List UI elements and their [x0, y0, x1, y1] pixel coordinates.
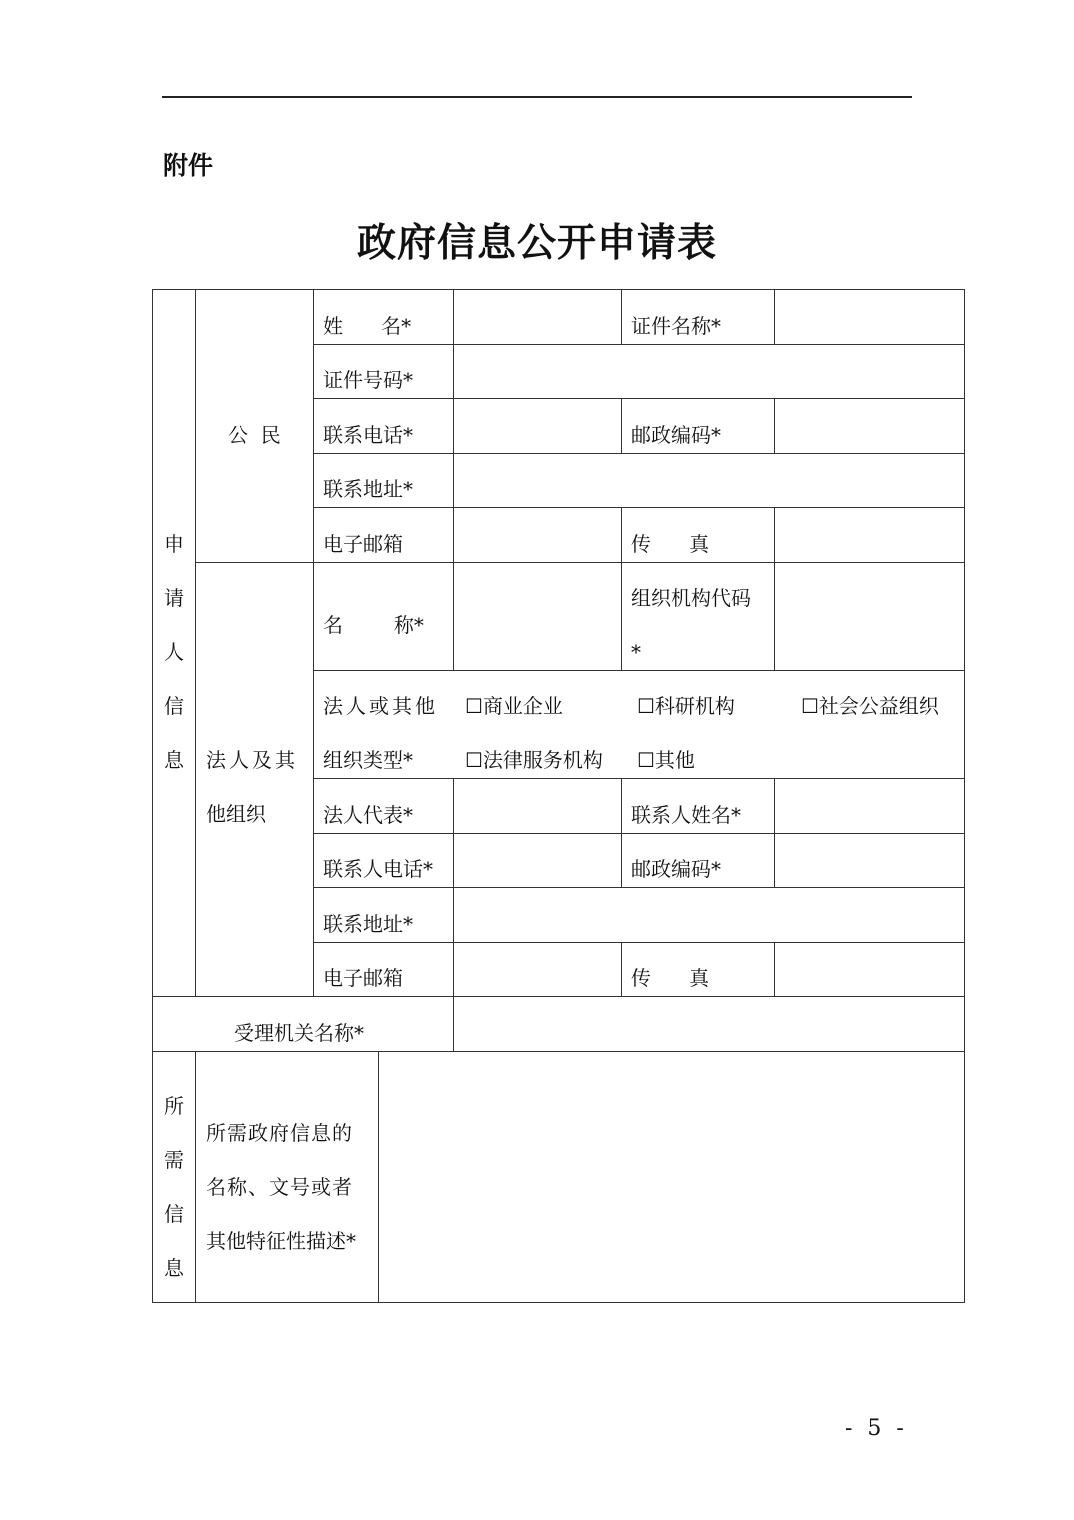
fax-field[interactable]	[775, 508, 964, 562]
org-postal-code-field[interactable]	[775, 834, 964, 887]
phone-field[interactable]	[454, 399, 621, 453]
id-type-field[interactable]	[775, 290, 964, 344]
org-type-nonprofit-checkbox[interactable]: ☐社会公益组织	[801, 694, 939, 718]
org-type-label: 法人或其他 组织类型*	[323, 694, 438, 772]
email-field[interactable]	[454, 508, 621, 562]
required-info-label: 所 需 信 息	[164, 1094, 184, 1280]
org-email-field[interactable]	[454, 943, 621, 996]
org-section-label: 法人及其 他组织	[206, 748, 298, 826]
org-email-label: 电子邮箱	[323, 966, 403, 990]
name-label: 姓 名*	[323, 314, 412, 338]
agency-name-field[interactable]	[454, 997, 964, 1051]
agency-name-label: 受理机关名称*	[234, 1021, 364, 1045]
fax-label: 传 真	[631, 532, 710, 556]
contact-name-label: 联系人姓名*	[631, 803, 741, 827]
postal-code-field[interactable]	[775, 399, 964, 453]
org-postal-code-label: 邮政编码*	[631, 857, 721, 881]
org-type-commercial-checkbox[interactable]: ☐商业企业	[465, 694, 563, 718]
contact-phone-field[interactable]	[454, 834, 621, 887]
applicant-info-label: 申 请 人 信 息	[164, 532, 184, 772]
id-number-label: 证件号码*	[323, 368, 413, 392]
name-field[interactable]	[454, 290, 621, 344]
org-type-research-checkbox[interactable]: ☐科研机构	[637, 694, 735, 718]
contact-phone-label: 联系人电话*	[323, 857, 433, 881]
form-title: 政府信息公开申请表	[356, 220, 717, 266]
id-number-field[interactable]	[454, 345, 964, 398]
contact-name-field[interactable]	[775, 779, 964, 833]
required-info-field[interactable]	[379, 1052, 964, 1302]
org-code-field[interactable]	[775, 563, 964, 670]
org-type-other-checkbox[interactable]: ☐其他	[637, 748, 695, 772]
org-name-field[interactable]	[454, 563, 621, 670]
legal-rep-label: 法人代表*	[323, 803, 413, 827]
id-type-label: 证件名称*	[631, 314, 721, 338]
org-name-label: 名 称*	[323, 613, 424, 637]
org-fax-field[interactable]	[775, 943, 964, 996]
org-fax-label: 传 真	[631, 966, 710, 990]
org-code-label: 组织机构代码 *	[631, 586, 751, 664]
postal-code-label: 邮政编码*	[631, 423, 721, 447]
attachment-label: 附件	[163, 151, 214, 180]
phone-label: 联系电话*	[323, 423, 413, 447]
address-field[interactable]	[454, 454, 964, 507]
legal-rep-field[interactable]	[454, 779, 621, 833]
email-label: 电子邮箱	[323, 532, 403, 556]
page-number: - 5 -	[845, 1416, 908, 1441]
org-address-field[interactable]	[454, 888, 964, 942]
org-address-label: 联系地址*	[323, 912, 413, 936]
org-type-legal-service-checkbox[interactable]: ☐法律服务机构	[465, 748, 603, 772]
address-label: 联系地址*	[323, 477, 413, 501]
required-info-description-label: 所需政府信息的 名称、文号或者 其他特征性描述*	[206, 1121, 356, 1253]
citizen-label: 公 民	[228, 423, 281, 447]
